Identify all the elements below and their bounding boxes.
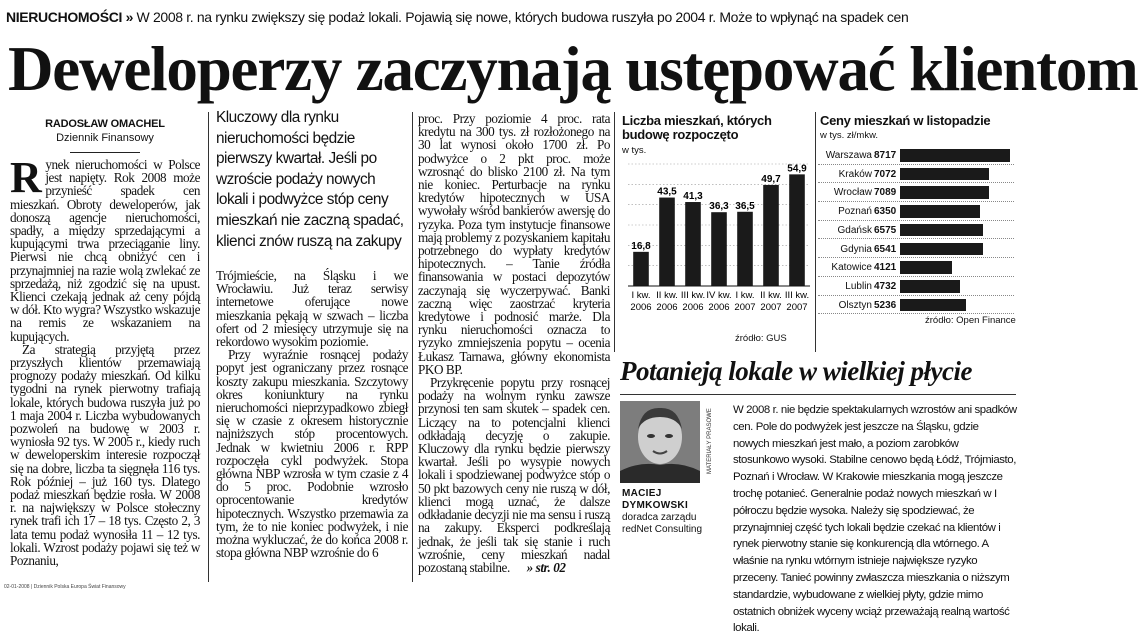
chart2-bar (900, 149, 1010, 162)
chart2-value-label: 6575 (874, 224, 897, 236)
photo-credit: MATERIAŁY PRASOWE (707, 408, 713, 474)
article-paragraph: Przykręcenie popytu przy rosnącej podaży na wolnym rynku zawsze przynosi ten sam skutek – spadek cen. Liczący na to potencjalni klienci odkładają decyzję o zakupie. Kluczowy dla rynku będzie pierwszy kwartał. Jeśli po wysypie nowych lokali i spodziewanej podwyżce stóp o 50 pkt bazowych ceny nie ruszą w dół, klienci mogą uznać, że dalsze odkładanie decyzji nie ma sensu i ruszą na zakupy. Eksperci podkreślają jednak, że jeśli tak się stanie i ruch wzrośnie, ceny mieszkań nadal pozostaną stabilne. » str. 02 (418, 375, 610, 575)
chart2-bar (900, 261, 952, 274)
chart2-bar (900, 186, 989, 199)
chart1-tick-label-year: 2007 (760, 302, 782, 313)
section-label: NIERUCHOMOŚCI (6, 9, 123, 25)
box-rule (620, 394, 1016, 395)
box-text: W 2008 r. nie będzie spektakularnych wzrostów ani spadków cen. Pole do podwyżek jest jeszcze na Śląsku, gdzie nowych mieszkań jest mało, a poziom zarobków stosunkowo wysoki. Stabilne cenowo będą Łódź, Trójmiasto, Poznań i Wrocław. W Krakowie mieszkania mogą jeszcze trochę potanieć. Generalnie podaż nowych mieszkań w I półroczu będzie wysoka. Należy się spodziewać, że przynajmniej część tych lokali będzie czekać na klientów i rynek pierwotny stanie się konkurencją dla wtórnego. A właśnie na rynku wtórnym istnieje największe ryzyko przeceny. Tanieć powinny zwłaszcza mieszkania o niższym standardzie, wybudowane z wielkiej płyty, gdzie mimo ostatnich obniżek wyceny wciąż przeważają realną wartość lokali. (733, 404, 1017, 635)
box-title: Potanieją lokale w wielkiej płycie (620, 356, 972, 386)
chart1-value-label: 54,9 (787, 163, 807, 175)
chart2-value-label: 5236 (874, 299, 897, 311)
chart2-category-label: Katowice (831, 262, 872, 274)
chart2-value-label: 7072 (874, 168, 897, 180)
chart2-category-label: Lublin (845, 280, 872, 292)
article-paragraph: Za strategią przyjętą przez przyszłych klientów przemawiają prognozy podaży mieszkań. Od kilku tygodni na rynek pierwotny trafiają lokale, których budowa ruszyła już po 1 maja 2004 r. Liczba wybudowanych pozwoleń na budowę w 2003 r. wyniosła 92 tys. W 2005 r., kiedy ruch w deweloperskim interesie rozpoczął się na dobre, liczba ta sięgnęła 116 tys. Rok później – już 160 tys. Dlatego podaż mieszkań będzie rosła. W 2008 r. na największy w Polsce stołeczny rynek trafi ich 17 – 18 tys. Często 2, 3 lata temu podaż wynosiła 11 – 12 tys. lokali. Wzrost podaży pojawi się też w Poznaniu, (10, 341, 200, 569)
column-divider (614, 112, 615, 352)
chart1-bar (659, 198, 675, 286)
chart2-bar (900, 224, 983, 237)
chart2-bar (900, 168, 989, 181)
chart1-svg (620, 150, 816, 350)
drop-cap: R (10, 153, 42, 202)
headline: Deweloperzy zaczynają ustępować klientom (8, 34, 1138, 104)
chart2-area (818, 146, 1018, 326)
expert-last-name: DYMKOWSKI (622, 500, 689, 511)
chart1-value-label: 43,5 (657, 186, 677, 198)
chart2-bar (900, 299, 966, 312)
chart1-tick-label: II kw. (760, 290, 782, 301)
chart2-category-label: Gdynia (840, 243, 872, 255)
chart2-value-label: 6350 (874, 206, 897, 218)
expert-company: redNet Consulting (622, 524, 703, 535)
article-column-1 (10, 153, 200, 578)
chart1-tick-label-year: 2006 (708, 302, 730, 313)
chart2-bar (900, 205, 980, 218)
chart1-bar (789, 174, 805, 286)
author-name: RADOSŁAW OMACHEL (45, 118, 165, 130)
expert-photo (620, 401, 700, 483)
chart1-unit: w tys. (622, 145, 647, 156)
kicker-separator: » (125, 9, 133, 25)
article-paragraph: Rynek nieruchomości w Polsce jest napięty. Rok 2008 może przynieść spadek cen mieszkań. Obroty deweloperów, jak donoszą agencje nieruchomości, spadły, a między sprzedającymi a kupującymi trwa przeciąganie liny. Pierwsi nie chcą obniżyć cen i przynajmniej na razie wolą zwlekać ze sprzedażą, niż zgodzić się na upust. Klienci czekają jednak aż ceny pójdą w dół. Kto wygra? Wszystko wskazuje na remis ze wskazaniem na kupujących. (10, 153, 200, 344)
article-paragraph: Przy wyraźnie rosnącej podaży popyt jest ograniczany przez rosnące koszty zakupu mieszkania. Szczytowy okres koniunktury na rynku nieruchomości nieprzypadkowo zbiegł się w czasie z okresem historycznie najniższych stóp procentowych. Jednak w kwietniu 2006 r. RPP rozpoczęła cykl podwyżek. Stopa główna NBP wzrosła w tym czasie z 4 do 5 proc. Podobnie wzrosło oprocentowanie kredytów hipotecznych. Wszystko przemawia za tym, że to nie koniec podwyżek, i nie można wykluczać, że do końca 2008 r. stopa główna NBP wzrośnie do 6 (216, 347, 408, 561)
chart2-value-label: 6541 (874, 243, 897, 255)
chart1-tick-label-year: 2007 (786, 302, 808, 313)
chart2-source: źródło: Open Finance (925, 315, 1016, 326)
chart2-category-label: Olsztyn (838, 299, 872, 311)
article-column-2 (216, 269, 408, 589)
publication-name: Dziennik Finansowy (56, 132, 154, 144)
chart1-tick-label: III kw. (784, 290, 810, 301)
chart1-value-label: 36,5 (735, 200, 755, 212)
expert-role: doradca zarządu (622, 512, 697, 523)
chart1-tick-label-year: 2007 (734, 302, 756, 313)
chart1-bar (737, 212, 753, 286)
chart1-bar (685, 202, 701, 286)
chart1-bar (711, 212, 727, 286)
chart1-bar (763, 185, 779, 286)
chart2-category-label: Warszawa (825, 150, 872, 161)
chart1-value-label: 36,3 (709, 201, 729, 213)
chart1-tick-label: I kw. (735, 290, 755, 301)
lead-text: Kluczowy dla rynku nieruchomości będzie pierwszy kwartał. Jeśli po wzroście podaży nowych lokali i podwyżce stóp ceny mieszkań nie zaczną spadać, klienci znów ruszą na zakupy (216, 109, 404, 250)
chart2-unit: w tys. zł/mkw. (820, 130, 879, 141)
chart1-source: źródło: GUS (735, 333, 787, 344)
chart1-tick-label: IV kw. (706, 290, 732, 301)
chart1-tick-label: III kw. (680, 290, 706, 301)
chart1-tick-label-year: 2006 (682, 302, 704, 313)
kicker-text: W 2008 r. na rynku zwiększy się podaż lokali. Pojawią się nowe, których budowa ruszyła po 2004 r. Może to wpłynąć na spadek cen (136, 9, 909, 25)
expert-first-name: MACIEJ (622, 488, 662, 499)
chart1-tick-label: I kw. (631, 290, 651, 301)
chart2-category-label: Kraków (838, 168, 872, 180)
chart2-value-label: 7089 (874, 187, 897, 199)
byline (10, 118, 200, 153)
continuation-ref[interactable]: » str. 02 (526, 559, 566, 575)
chart1-bar (633, 252, 649, 286)
chart1-value-label: 41,3 (683, 191, 703, 203)
kicker (6, 4, 1018, 30)
chart2-category-label: Poznań (838, 206, 872, 218)
article-paragraph: Trójmieście, na Śląsku i we Wrocławiu. Już teraz serwisy internetowe oferujące nowe mieszkania pękają w szwach – liczba ofert od 2 miesięcy utrzymuje się na rekordowo wysokim poziomie. (216, 268, 408, 350)
chart1-tick-label-year: 2006 (630, 302, 652, 313)
chart2-category-label: Wrocław (833, 187, 872, 199)
chart2-title: Ceny mieszkań w listopadzie (820, 113, 991, 128)
chart1-value-label: 16,8 (631, 240, 651, 252)
article-paragraph: proc. Przy poziomie 4 proc. rata kredytu na 300 tys. zł rozłożonego na 30 lat wynosi około 1700 zł. Po podwyżce o 2 pkt proc. może wzrosnąć do blisko 2100 zł. Na tym nie koniec. Perturbacje na rynku kredytów hipotecznych w USA wywołały wśród bankierów awersję do ryzyka. Poza tym instytucje finansowe mają problemy z pozyskaniem kapitału potrzebnego do wypłaty kredytów hipotecznych. – Tanie źródła finansowania w postaci depozytów zaczynają się wyczerpywać. Banki zaczną więc zaostrzać kryteria kredytowe i podnosić marże. Dla rynku nieruchomości oznacza to ryzyko zmniejszenia popytu – ocenia Łukasz Tarnawa, główny ekonomista PKO BP. (418, 111, 610, 377)
chart1-title: Liczba mieszkań, których budowę rozpoczęto (622, 113, 772, 142)
article-column-3 (418, 112, 610, 582)
chart2-bar (900, 280, 960, 293)
chart2-category-label: Gdańsk (837, 224, 872, 236)
chart-divider (815, 112, 816, 352)
column-divider (208, 112, 209, 582)
chart1-tick-label: II kw. (656, 290, 678, 301)
expert-info (622, 488, 712, 536)
chart2-value-label: 4121 (874, 262, 897, 274)
byline-rule (70, 152, 140, 153)
chart2-value-label: 4732 (874, 280, 897, 292)
chart1-value-label: 49,7 (761, 173, 781, 185)
chart2-value-label: 8717 (874, 150, 897, 161)
chart1-tick-label-year: 2006 (656, 302, 678, 313)
footer-note: 02-01-2008 | Dziennik Polska Europa Świat Finansowy (4, 584, 126, 590)
column-divider (412, 112, 413, 582)
chart2-bar (900, 243, 983, 256)
